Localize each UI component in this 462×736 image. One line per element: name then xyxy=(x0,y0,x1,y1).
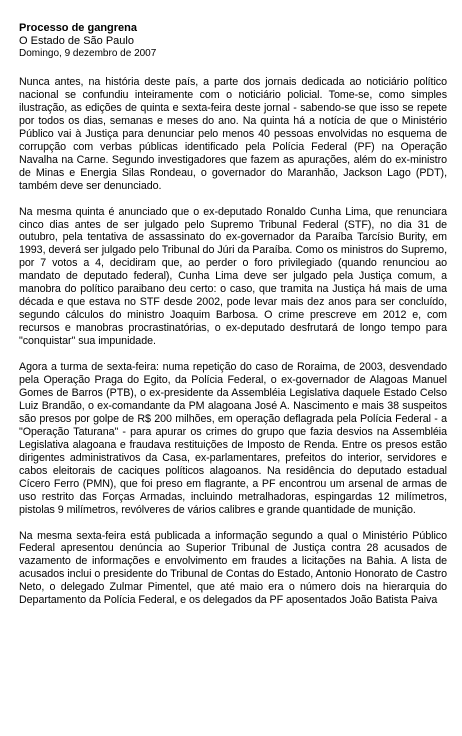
article-source: O Estado de São Paulo xyxy=(19,35,134,47)
article-title: Processo de gangrena xyxy=(19,22,137,34)
article-paragraph-1: Nunca antes, na história deste país, a parte dos jornais dedicada ao noticiário político nacional se confundiu inteiramente com o noticiário policial. Tome-se, como simples ilustração, as edições de quinta e sexta-feira deste jornal - sabendo-se que isso se repete por todos os dias, semanas e meses do ano. Na quinta há a notícia de que o Ministério Público vai à Justiça para denunciar pelo menos 40 pessoas envolvidas no esquema de corrupção com verbas públicas identificado pela Polícia Federal (PF) na Operação Navalha na Carne. Segundo investigadores que fazem as apurações, além do ex-ministro de Minas e Energia Silas Rondeau, o governador do Maranhão, Jackson Lago (PDT), também deve ser denunciado. xyxy=(19,76,447,192)
article-paragraph-4: Na mesma sexta-feira está publicada a informação segundo a qual o Ministério Público Federal apresentou denúncia ao Superior Tribunal de Justiça contra 28 acusados de vazamento de informações e envolvimento em fraudes a licitações na Bahia. A lista de acusados inclui o presidente do Tribunal de Contas do Estado, Antonio Honorato de Castro Neto, o delegado Zulmar Pimentel, que até maio era o número dois na hierarquia do Departamento da Polícia Federal, e os delegados da PF aposentados João Batista Paiva xyxy=(19,529,447,607)
article-date: Domingo, 9 dezembro de 2007 xyxy=(19,48,157,59)
article-paragraph-2: Na mesma quinta é anunciado que o ex-deputado Ronaldo Cunha Lima, que renunciara cinco dias antes de ser julgado pelo Supremo Tribunal Federal (STF), no dia 31 de outubro, pela tentativa de assassinato do ex-governador da Paraíba Tarcísio Burity, em 1993, deverá ser julgado pelo Tribunal do Júri da Paraíba. Como os ministros do Supremo, por 7 votos a 4, decidiram que, ao perder o foro privilegiado (quando renunciou ao mandato de deputado federal), Cunha Lima deve ser julgado pela Justiça comum, a manobra do político paraibano deu certo: o caso, que tramita na Justiça há mais de uma década e que estava no STF desde 2002, pode levar mais dez anos para ser concluído, segundo cálculos do ministro Joaquim Barbosa. O crime prescreve em 2012 e, com recursos e manobras procrastinatórias, o ex-deputado desfrutará de longo tempo para "conquistar" sua impunidade. xyxy=(19,205,447,348)
article-paragraph-3: Agora a turma de sexta-feira: numa repetição do caso de Roraima, de 2003, desvendado pela Operação Praga do Egito, da Polícia Federal, o ex-governador de Alagoas Manuel Gomes de Barros (PTB), o ex-presidente da Assembléia Legislativa daquele Estado Celso Luiz Brandão, o ex-comandante da PM alagoana José A. Nascimento e mais 38 suspeitos são presos por golpe de R$ 200 milhões, em operação deflagrada pela Polícia Federal - a "Operação Taturana" - para apurar os crimes do grupo que fazia desvios na Assembléia Legislativa alagoana e fraudava restituições de Imposto de Renda. Entre os presos estão dirigentes administrativos da Casa, ex-parlamentares, prefeitos do interior, servidores e cabos eleitorais de caciques políticos alagoanos. Na residência do deputado estadual Cícero Ferro (PMN), que foi preso em flagrante, a PF encontrou um arsenal de armas de uso restrito das Forças Armadas, incluindo metralhadoras, espingardas 12 milímetros, pistolas 9 milímetros, revólveres de vários calibres e grande quantidade de munição. xyxy=(19,361,447,516)
article xyxy=(19,22,447,620)
